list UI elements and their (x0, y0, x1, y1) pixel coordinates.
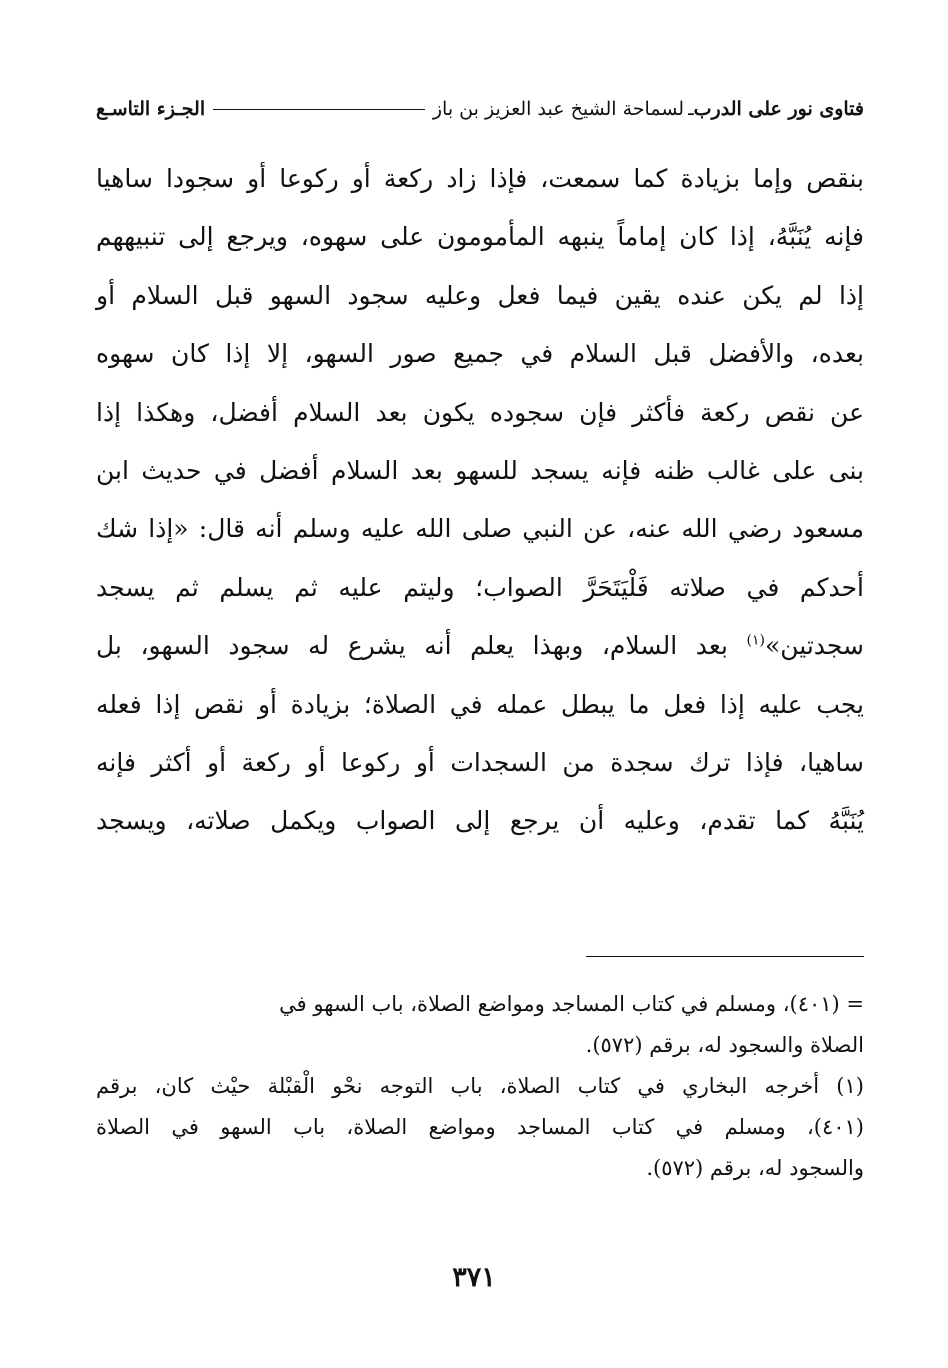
footnote-line: والسجود له، برقم (٥٧٢). (646, 1156, 864, 1180)
text-line: عن نقص ركعة فأكثر فإن سجوده يكون بعد السلام أفضل، وهكذا إذا (96, 397, 864, 427)
header-separator: ـ (688, 98, 694, 120)
footnote-divider (586, 956, 864, 957)
footnote-line: (٤٠١)، ومسلم في كتاب المساجد ومواضع الصلاة، باب السهو في الصلاة (96, 1115, 864, 1139)
footnote-line: (١) أخرجه البخاري في كتاب الصلاة، باب التوجه نحْو الْقبْلة حيْث كان، برقم (96, 1074, 864, 1098)
text-line: إذا لم يكن عنده يقين فيما فعل وعليه سجود السهو قبل السلام أو (96, 280, 864, 310)
header-rule (213, 109, 425, 110)
text-line: فإنه يُنَبَّهُ، إذا كان إماماً ينبهه المأمومون على سهوه، ويرجع إلى تنبيههم (96, 222, 864, 252)
header-author: لسماحة الشيخ عبد العزيز بن باز (432, 98, 685, 120)
text-line: بنى على غالب ظنه فإنه يسجد للسهو بعد السلام أفضل في حديث ابن (96, 455, 864, 485)
text-line: ساهيا، فإذا ترك سجدة من السجدات أو ركوعا أو ركعة أو أكثر فإنه (96, 747, 864, 777)
text-line: يجب عليه إذا فعل ما يبطل عمله في الصلاة؛ بزيادة أو نقص إذا فعله (96, 689, 864, 719)
footnote-continuation-line: الصلاة والسجود له، برقم (٥٧٢). (585, 1033, 864, 1057)
footnote-continuation-line: = (٤٠١)، ومسلم في كتاب المساجد ومواضع الصلاة، باب السهو في (279, 992, 864, 1016)
line-rest: بعد السلام، وبهذا يعلم أنه يشرع له سجود السهو، بل (96, 631, 728, 661)
footnotes (96, 984, 864, 1189)
footnote-reference[interactable]: (١) (746, 632, 765, 649)
running-header (96, 92, 864, 126)
text-line: بنقص وإما بزيادة كما سمعت، فإذا زاد ركعة أو ركوعا أو سجودا ساهيا (96, 164, 864, 193)
page-number: ٣٧١ (452, 1262, 496, 1293)
text-line: يُنَبَّهُ كما تقدم، وعليه أن يرجع إلى الصواب ويكمل صلاته، ويسجد (96, 806, 864, 836)
text-line: مسعود رضي الله عنه، عن النبي صلى الله عليه وسلم أنه قال: «إذا شك (96, 514, 864, 544)
volume-label: الجـزء التاسـع (96, 98, 206, 120)
text-line: أحدكم في صلاته فَلْيَتَحَرَّ الصواب؛ وليتم عليه ثم يسلم ثم يسجد (96, 572, 864, 602)
main-text (96, 150, 864, 851)
text-line (96, 617, 864, 675)
book-title: فتاوى نور على الدرب (693, 98, 864, 120)
text-line: بعده، والأفضل قبل السلام في جميع صور السهو، إلا إذا كان سهوه (96, 339, 864, 369)
quote-end: سجدتين» (764, 631, 864, 661)
